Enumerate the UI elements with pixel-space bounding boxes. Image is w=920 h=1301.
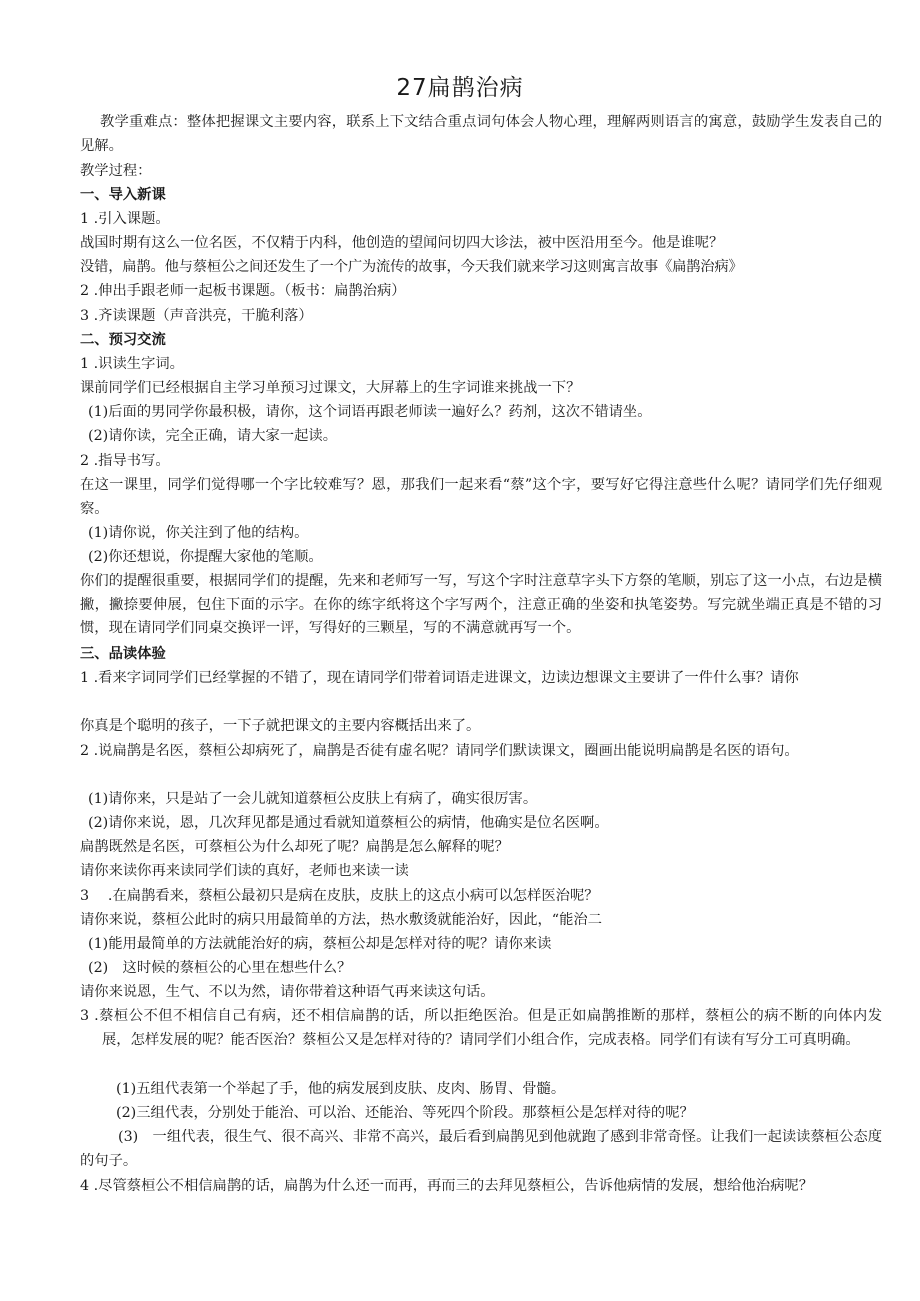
text-line: (2)请你来说，恩，几次拜见都是通过看就知道蔡桓公的病情，他确实是位名医啊。	[88, 815, 609, 831]
text-line: 2 .伸出手跟老师一起板书课题。（板书：扁鹊治病）	[80, 283, 406, 299]
text-paragraph: 1 .看来字词同学们已经掌握的不错了，现在请同学们带着词语走进课文，边读边想课文主要讲了一件什么事？请你	[80, 670, 799, 686]
text-line: 1 .识读生字词。	[80, 356, 184, 372]
text-line: 请你来说恩，生气、不以为然，请你带着这种语气再来读这句话。	[80, 984, 495, 1000]
text-line: 课前同学们已经根据自主学习单预习过课文，大屏幕上的生字词谁来挑战一下？	[80, 380, 581, 396]
text-line: (2)请你读，完全正确，请大家一起读。	[88, 428, 337, 444]
text-paragraph: 在这一课里，同学们觉得哪一个字比较难写？恩，那我们一起来看“蔡”这个字，要写好它得注意些什么呢？请同学们先仔细观察。	[80, 477, 882, 517]
section-heading-3: 三、品读体验	[80, 646, 166, 662]
page-title: 27扁鹊治病	[396, 75, 524, 101]
text-line: (1)五组代表第一个举起了手，他的病发展到皮肤、皮肉、肠胃、骨髓。	[116, 1081, 566, 1097]
text-line: 请你来说，蔡桓公此时的病只用最简单的方法，热水敷烫就能治好，因此，“能治二	[80, 912, 602, 928]
text-line: (1)请你来，只是站了一会儿就知道蔡桓公皮肤上有病了，确实很厉害。	[88, 791, 538, 807]
key-points: 教学重难点：整体把握课文主要内容，联系上下文结合重点词句体会人物心理，理解两则语言的寓意，鼓励学生发表自己的见解。	[80, 114, 882, 154]
text-line: 请你来读你再来读同学们读的真好，老师也来读一读	[80, 863, 409, 879]
text-paragraph: 你们的提醒很重要，根据同学们的提醒，先来和老师写一写，写这个字时注意草字头下方祭的笔顺，别忘了这一小点，右边是横撇，撇捺要伸展，包住下面的示字。在你的练字纸将这个字写两个，注意正确的坐姿和执笔姿势。写完就坐端正真是不错的习惯，现在请同学们同桌交换评一评，写得好的三颗星，写的不满意就再写一个。	[80, 573, 882, 636]
text-line: 没错，扁鹊。他与蔡桓公之间还发生了一个广为流传的故事，今天我们就来学习这则寓言故事《扁鹊治病》	[80, 259, 743, 275]
text-line: 3 .齐读课题（声音洪亮，干脆利落）	[80, 308, 313, 324]
process-label: 教学过程：	[80, 163, 152, 179]
text-line: 你真是个聪明的孩子，一下子就把课文的主要内容概括出来了。	[80, 718, 481, 734]
text-line: 1 .引入课题。	[80, 211, 170, 227]
text-line: (1)后面的男同学你最积极，请你，这个词语再跟老师读一遍好么？药剂，这次不错请坐。	[88, 404, 652, 420]
text-line: (2)三组代表，分别处于能治、可以治、还能治、等死四个阶段。那蔡桓公是怎样对待的呢？	[116, 1105, 694, 1121]
text-line: (2) 这时候的蔡桓公的心里在想些什么？	[88, 960, 352, 976]
text-line: (1)能用最简单的方法就能治好的病，蔡桓公却是怎样对待的呢？请你来读	[88, 936, 552, 952]
text-line: (1)请你说，你关注到了他的结构。	[88, 525, 309, 541]
text-line: 战国时期有这么一位名医，不仅精于内科，他创造的望闻问切四大诊法，被中医沿用至今。他是谁呢？	[80, 235, 724, 251]
section-heading-2: 二、预习交流	[80, 332, 166, 348]
text-line: 扁鹊既然是名医，可蔡桓公为什么却死了呢？扁鹊是怎么解释的呢？	[80, 839, 509, 855]
text-line: (2)你还想说，你提醒大家他的笔顺。	[88, 549, 323, 565]
text-paragraph: 4 .尽管蔡桓公不相信扁鹊的话，扁鹊为什么还一而再，再而三的去拜见蔡桓公，告诉他病情的发展，想给他治病呢？	[80, 1178, 814, 1194]
text-paragraph: (3) 一组代表，很生气、很不高兴、非常不高兴，最后看到扁鹊见到他就跑了感到非常奇怪。让我们一起读读蔡桓公态度的句子。	[80, 1129, 882, 1169]
text-paragraph: 3 .蔡桓公不但不相信自己有病，还不相信扁鹊的话，所以拒绝医治。但是正如扁鹊推断的那样，蔡桓公的病不断的向体内发展，怎样发展的呢？能否医治？蔡桓公又是怎样对待的？请同学们小组合作，完成表格。同学们有读有写分工可真明确。	[80, 1008, 882, 1048]
section-heading-1: 一、导入新课	[80, 187, 166, 203]
text-paragraph: 2 .说扁鹊是名医，蔡桓公却病死了，扁鹊是否徒有虚名呢？请同学们默读课文，圈画出能说明扁鹊是名医的语句。	[80, 743, 799, 759]
text-line: 3 .在扁鹊看来，蔡桓公最初只是病在皮肤，皮肤上的这点小病可以怎样医治呢？	[80, 888, 599, 904]
text-line: 2 .指导书写。	[80, 453, 170, 469]
